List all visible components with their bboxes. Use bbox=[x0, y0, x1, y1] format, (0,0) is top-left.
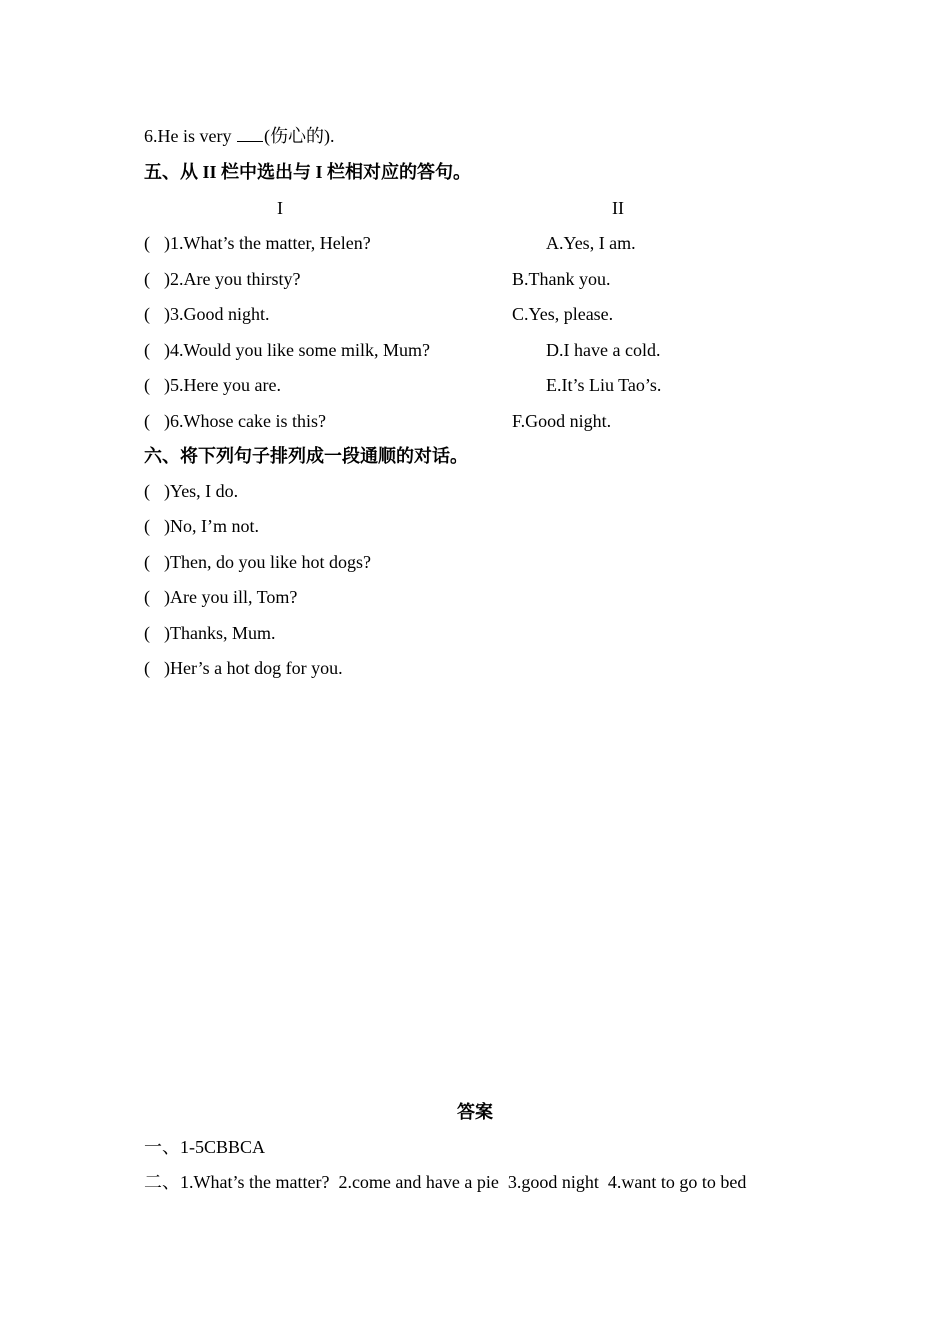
matching-answer-d: D.I have a cold. bbox=[546, 340, 661, 360]
section-6-title: 六、将下列句子排列成一段通顺的对话。 bbox=[144, 446, 468, 466]
matching-question-2 bbox=[144, 267, 300, 291]
question-6-suffix: (伤心的). bbox=[263, 126, 335, 146]
question-text: )5.Here you are. bbox=[164, 375, 281, 395]
column-2-header: II bbox=[612, 198, 624, 218]
dialogue-line-5 bbox=[144, 621, 276, 645]
question-6 bbox=[144, 124, 334, 148]
matching-question-3 bbox=[144, 302, 270, 326]
column-1-header: I bbox=[277, 198, 283, 218]
dialogue-text: )No, I’m not. bbox=[164, 516, 259, 536]
matching-question-1 bbox=[144, 231, 371, 255]
matching-answer-f: F.Good night. bbox=[512, 411, 612, 431]
matching-question-6 bbox=[144, 409, 326, 433]
dialogue-text: )Are you ill, Tom? bbox=[164, 587, 298, 607]
dialogue-line-2 bbox=[144, 514, 259, 538]
paren-open: ( bbox=[144, 552, 150, 572]
matching-question-5 bbox=[144, 373, 281, 397]
question-text: )1.What’s the matter, Helen? bbox=[164, 233, 371, 253]
dialogue-text: )Then, do you like hot dogs? bbox=[164, 552, 371, 572]
paren-open: ( bbox=[144, 623, 150, 643]
answers-line-1: 一、1-5CBBCA bbox=[144, 1137, 266, 1157]
dialogue-text: )Her’s a hot dog for you. bbox=[164, 658, 343, 678]
question-text: )4.Would you like some milk, Mum? bbox=[164, 340, 431, 360]
paren-open: ( bbox=[144, 516, 150, 536]
answers-title: 答案 bbox=[457, 1102, 493, 1122]
matching-answer-e: E.It’s Liu Tao’s. bbox=[546, 375, 662, 395]
paren-open: ( bbox=[144, 411, 150, 431]
paren-open: ( bbox=[144, 587, 150, 607]
dialogue-text: )Yes, I do. bbox=[164, 481, 239, 501]
paren-open: ( bbox=[144, 481, 150, 501]
matching-answer-c: C.Yes, please. bbox=[512, 304, 614, 324]
question-text: )3.Good night. bbox=[164, 304, 270, 324]
paren-open: ( bbox=[144, 375, 150, 395]
question-text: )2.Are you thirsty? bbox=[164, 269, 301, 289]
paren-open: ( bbox=[144, 340, 150, 360]
dialogue-line-6 bbox=[144, 656, 343, 680]
dialogue-line-3 bbox=[144, 550, 371, 574]
paren-open: ( bbox=[144, 658, 150, 678]
paren-open: ( bbox=[144, 233, 150, 253]
answers-line-2: 二、1.What’s the matter? 2.come and have a pie 3.good night 4.want to go to bed bbox=[144, 1172, 747, 1192]
matching-question-4 bbox=[144, 338, 430, 362]
paren-open: ( bbox=[144, 269, 150, 289]
question-text: )6.Whose cake is this? bbox=[164, 411, 326, 431]
dialogue-line-1 bbox=[144, 479, 238, 503]
matching-answer-b: B.Thank you. bbox=[512, 269, 611, 289]
dialogue-text: )Thanks, Mum. bbox=[164, 623, 276, 643]
dialogue-line-4 bbox=[144, 585, 297, 609]
paren-open: ( bbox=[144, 304, 150, 324]
answer-blank bbox=[237, 127, 263, 142]
matching-answer-a: A.Yes, I am. bbox=[546, 233, 636, 253]
section-5-title: 五、从 II 栏中选出与 I 栏相对应的答句。 bbox=[144, 162, 472, 182]
question-6-prefix: 6.He is very bbox=[144, 126, 236, 146]
